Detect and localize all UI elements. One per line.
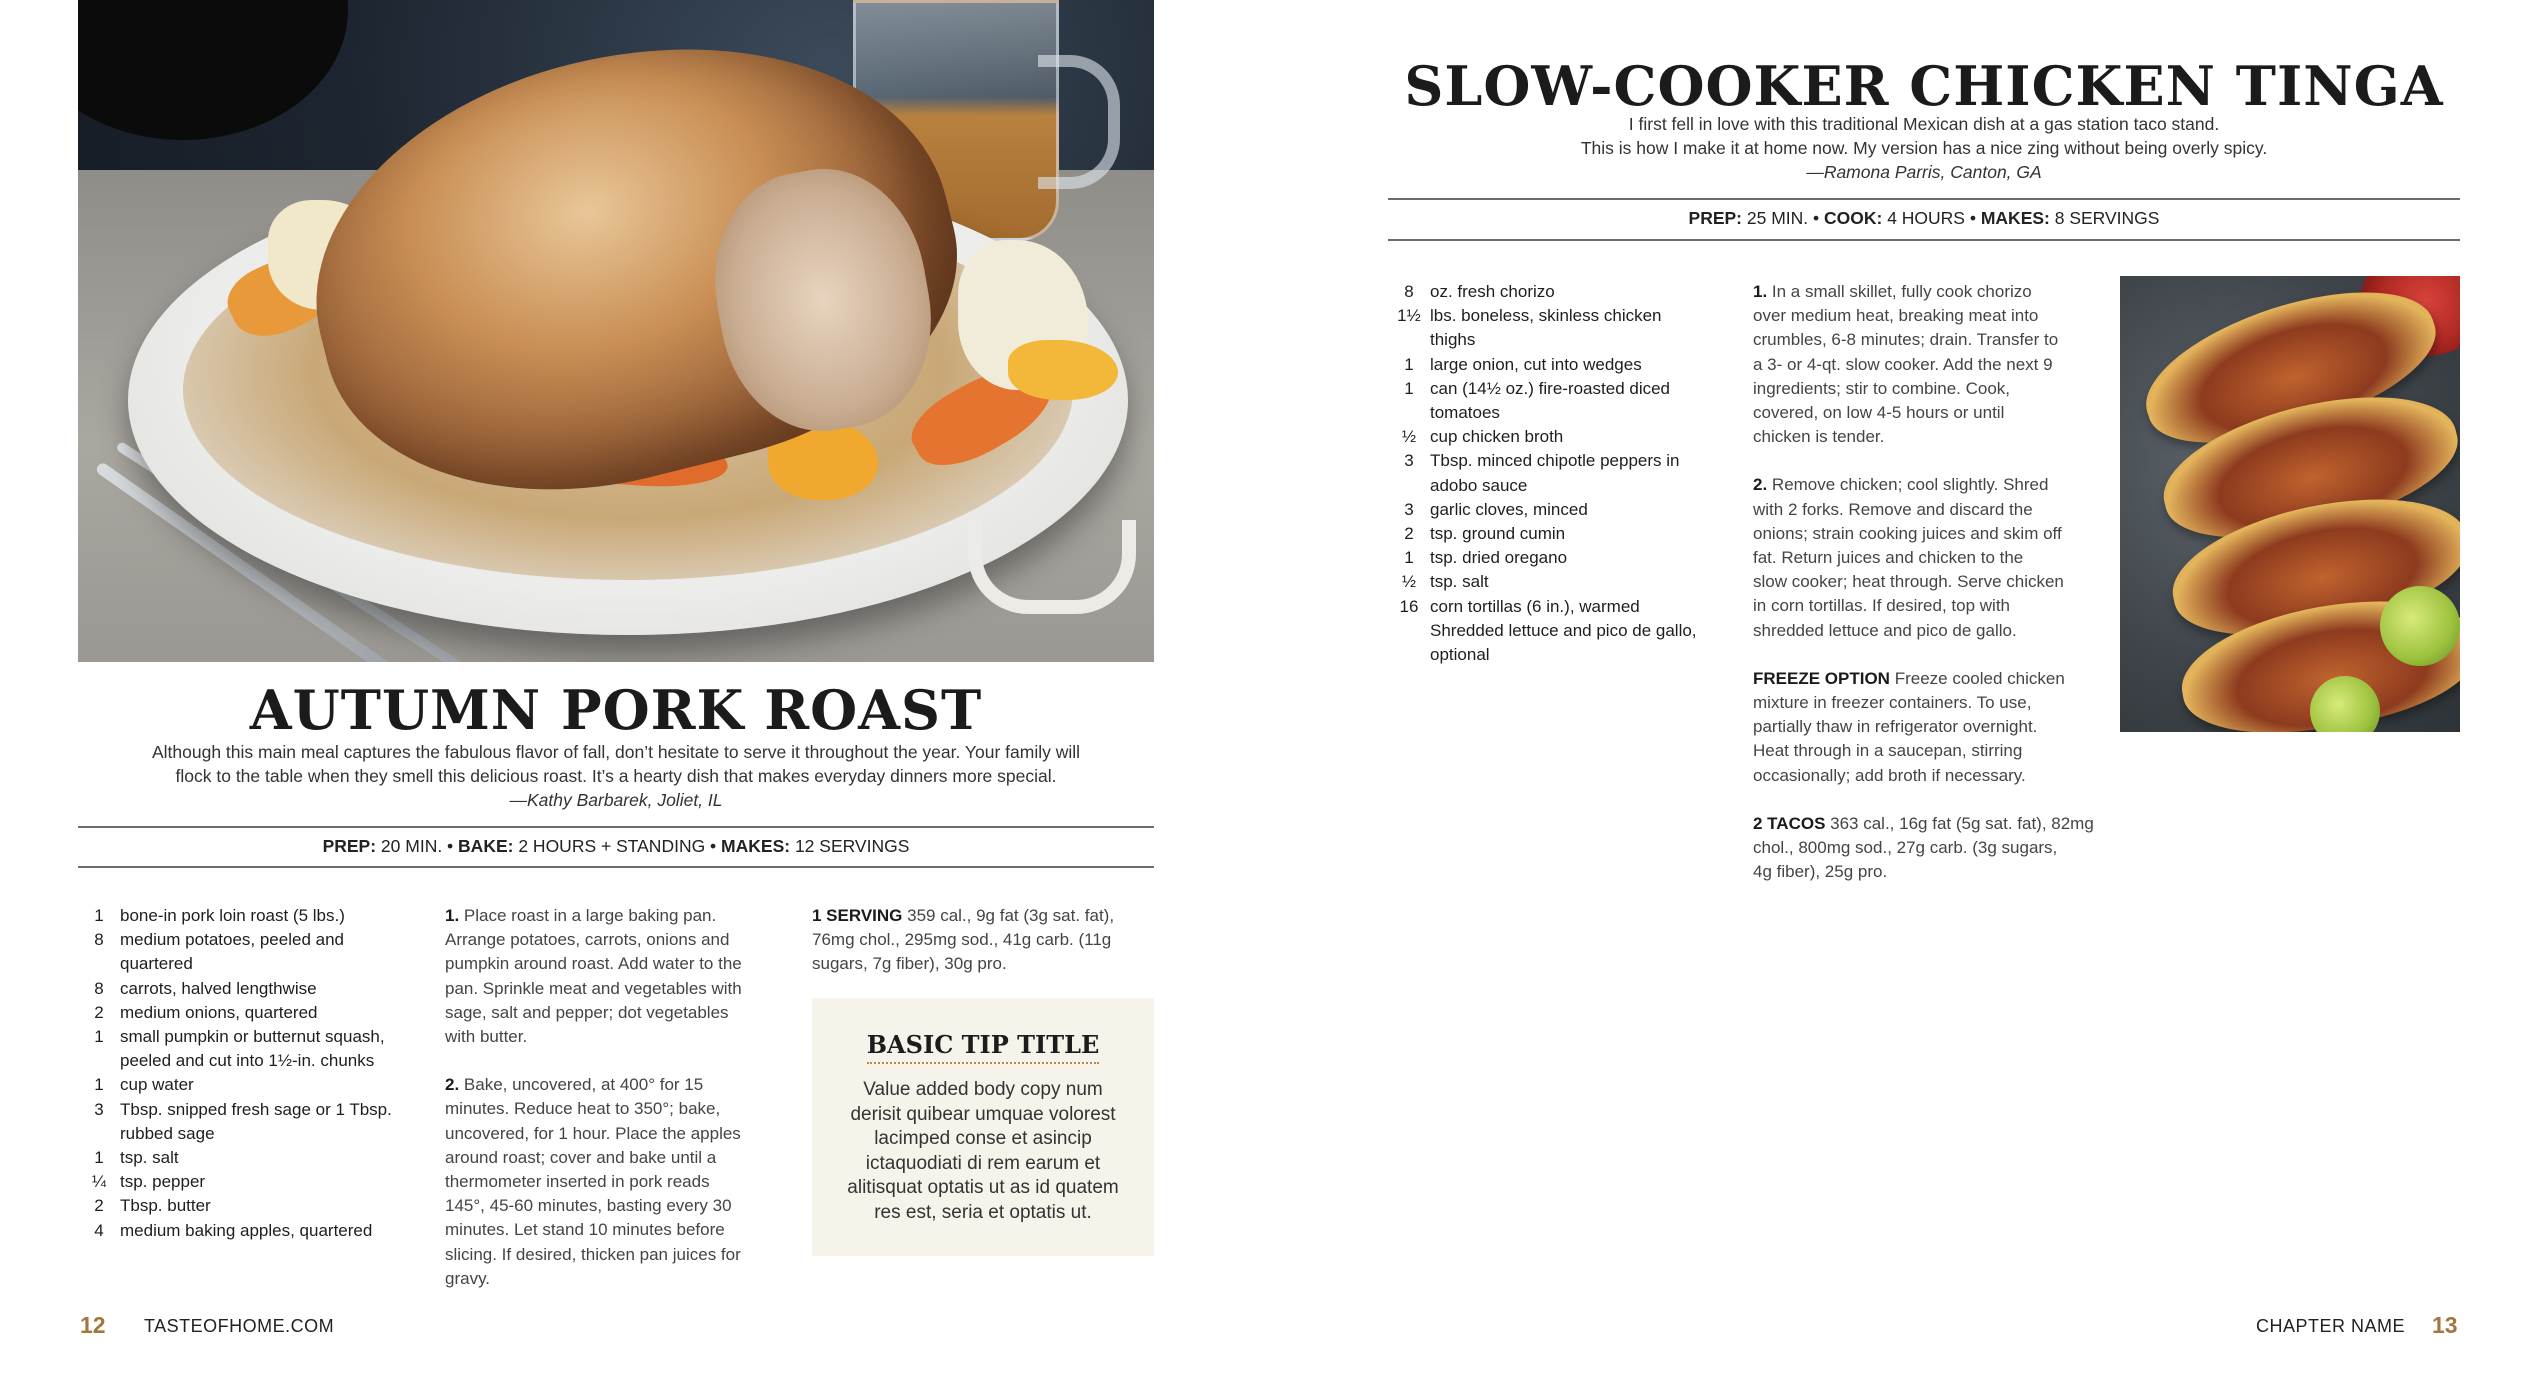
recipe-title: SLOW-COOKER CHICKEN TINGA xyxy=(1404,54,2444,118)
bake-value: 2 HOURS + STANDING • xyxy=(513,836,722,856)
ingredient-line: cup water xyxy=(120,1075,194,1095)
step-line: ingredients; stir to combine. Cook, xyxy=(1753,378,2011,398)
tip-title: BASIC TIP TITLE xyxy=(812,1030,1154,1059)
ingredient-text xyxy=(120,904,438,928)
intro-line: I first fell in love with this traditional Mexican dish at a gas station taco stand. xyxy=(1628,114,2220,134)
pork-roast-photo xyxy=(78,0,1154,662)
ingredient-text xyxy=(1430,595,1728,619)
ingredient-line: lbs. boneless, skinless chicken xyxy=(1430,306,1662,326)
ingredient-line: tomatoes xyxy=(1430,403,1500,423)
step-line: minutes. Let stand 10 minutes before xyxy=(445,1220,725,1240)
ingredient-text xyxy=(1430,304,1728,352)
dark-pot xyxy=(78,0,348,140)
nutrition-label: 1 SERVING xyxy=(812,906,903,925)
step-line: thermometer inserted in pork reads xyxy=(445,1172,710,1192)
step-number: 2. xyxy=(1753,475,1768,495)
ingredient-text xyxy=(120,1170,438,1194)
recipe-meta xyxy=(78,836,1154,857)
nutrition-line: 359 cal., 9g fat (3g sat. fat), xyxy=(902,906,1115,925)
step-line: partially thaw in refrigerator overnight. xyxy=(1753,717,2038,737)
step-line: with butter. xyxy=(445,1027,528,1047)
prep-label: PREP: xyxy=(1688,208,1743,228)
ingredient-line: tsp. pepper xyxy=(120,1172,206,1192)
step-number: 2 TACOS xyxy=(1753,813,1826,833)
tip-line: derisit quibear umquae volorest xyxy=(850,1103,1116,1125)
step-number: 2. xyxy=(445,1075,460,1095)
step-number: 1. xyxy=(445,906,460,925)
tip-body xyxy=(836,1078,1130,1225)
page-number: 13 xyxy=(2432,1312,2458,1338)
step-line: minutes. Reduce heat to 350°; bake, xyxy=(445,1099,721,1119)
ingredient-text xyxy=(1430,498,1728,522)
step-line: occasionally; add broth if necessary. xyxy=(1753,765,2026,785)
ingredient-text xyxy=(120,1001,438,1025)
step-line: onions; strain cooking juices and skim off xyxy=(1753,523,2062,543)
ingredient-list xyxy=(1388,280,1728,667)
ingredient-text xyxy=(1430,522,1728,546)
tip-line: res est, seria et optatis ut. xyxy=(874,1201,1092,1223)
ingredient-qty: 3 xyxy=(1404,451,1414,471)
ingredient-text xyxy=(120,1073,438,1097)
ingredient-text xyxy=(120,1146,438,1170)
ingredient-line: medium potatoes, peeled and xyxy=(120,930,344,950)
tip-line: lacimped conse et asincip xyxy=(874,1128,1092,1149)
ingredient-item xyxy=(78,1073,438,1097)
bake-label: BAKE: xyxy=(458,836,514,856)
ingredient-line: tsp. ground cumin xyxy=(1430,524,1566,544)
ingredient-text xyxy=(1430,570,1728,594)
ingredient-line: medium baking apples, quartered xyxy=(120,1220,373,1240)
ingredient-text xyxy=(1430,546,1728,570)
ingredient-item xyxy=(1388,353,1728,377)
page-number: 12 xyxy=(80,1312,106,1338)
makes-value: 8 SERVINGS xyxy=(2049,208,2160,228)
direction-step xyxy=(1753,667,2103,788)
ingredient-item xyxy=(78,928,438,976)
ingredient-line: tsp. salt xyxy=(1430,572,1489,592)
ingredient-line: tsp. salt xyxy=(120,1148,179,1168)
ingredient-qty: 1 xyxy=(1404,354,1414,374)
ingredient-item xyxy=(1388,619,1728,667)
tip-line: alitisquat optatis ut as id quatem xyxy=(847,1177,1119,1198)
step-line: pan. Sprinkle meat and vegetables with xyxy=(445,978,742,998)
nutrition-line: sugars, 7g fiber), 30g pro. xyxy=(812,954,1007,974)
ingredient-item xyxy=(78,1001,438,1025)
ingredient-line: Shredded lettuce and pico de gallo, xyxy=(1430,620,1697,640)
step-line: a 3- or 4-qt. slow cooker. Add the next 9 xyxy=(1753,354,2053,374)
step-line: uncovered, for 1 hour. Place the apples xyxy=(445,1123,741,1143)
step-number: FREEZE OPTION xyxy=(1753,668,1890,688)
ingredient-item xyxy=(78,1025,438,1073)
ingredient-line: carrots, halved lengthwise xyxy=(120,978,317,998)
directions xyxy=(1753,280,2103,908)
ingredient-item xyxy=(1388,595,1728,619)
ingredient-line: Tbsp. minced chipotle peppers in xyxy=(1430,451,1680,471)
ingredient-qty: 1 xyxy=(94,1075,104,1095)
ingredient-qty: 8 xyxy=(94,978,104,998)
ingredient-item xyxy=(1388,377,1728,425)
ingredient-line: corn tortillas (6 in.), warmed xyxy=(1430,596,1640,616)
ingredient-qty: 2 xyxy=(1404,524,1414,544)
ingredient-qty: 3 xyxy=(94,1099,104,1119)
intro-line: Although this main meal captures the fabulous flavor of fall, don’t hesitate to serve it throughout the year. Your family will xyxy=(151,742,1081,762)
makes-value: 12 SERVINGS xyxy=(790,836,910,856)
step-line: fat. Return juices and chicken to the xyxy=(1753,548,2024,568)
ingredient-line: small pumpkin or butternut squash, xyxy=(120,1027,385,1047)
step-line: shredded lettuce and pico de gallo. xyxy=(1753,620,2017,640)
ingredient-qty: 1 xyxy=(94,1148,104,1168)
ingredient-qty: 3 xyxy=(1404,499,1414,519)
step-line: crumbles, 6-8 minutes; drain. Transfer to xyxy=(1753,330,2059,350)
ingredient-qty: 2 xyxy=(94,1196,104,1216)
ingredient-text xyxy=(120,1219,438,1243)
ingredient-item xyxy=(1388,425,1728,449)
recipe-title: AUTUMN PORK ROAST xyxy=(249,678,983,742)
ingredient-line: quartered xyxy=(120,954,193,974)
step-line: In a small skillet, fully cook chorizo xyxy=(1767,282,2032,301)
tip-line: ictaquodiati di rem earum et xyxy=(865,1152,1101,1174)
ingredient-item xyxy=(1388,280,1728,304)
ingredient-qty: ½ xyxy=(1401,572,1417,592)
prep-value: 20 MIN. • xyxy=(376,836,459,856)
ingredient-text xyxy=(120,977,438,1001)
makes-label: MAKES: xyxy=(1980,208,2050,228)
recipe-meta xyxy=(1388,208,2460,229)
platter-handle xyxy=(968,520,1136,614)
ingredient-text xyxy=(120,1194,438,1218)
step-line: with 2 forks. Remove and discard the xyxy=(1753,499,2033,519)
nutrition-line: 76mg chol., 295mg sod., 41g carb. (11g xyxy=(812,930,1112,950)
step-line: Remove chicken; cool slightly. Shred xyxy=(1767,475,2049,495)
recipe-intro xyxy=(110,740,1122,812)
step-line: Place roast in a large baking pan. xyxy=(459,906,717,925)
intro-line: flock to the table when they smell this delicious roast. It’s a hearty dish that makes everyday dinners more special. xyxy=(175,766,1057,786)
ingredient-line: can (14½ oz.) fire-roasted diced xyxy=(1430,378,1671,398)
ingredient-item xyxy=(78,904,438,928)
step-line: chicken is tender. xyxy=(1753,427,1885,447)
ingredient-text xyxy=(1430,377,1728,425)
direction-step xyxy=(1753,473,2103,642)
step-line: slicing. If desired, thicken pan juices for xyxy=(445,1244,741,1264)
ingredient-line: bone-in pork loin roast (5 lbs.) xyxy=(120,906,345,925)
ingredient-qty: 8 xyxy=(1404,282,1414,301)
step-line: 4g fiber), 25g pro. xyxy=(1753,862,1888,882)
ingredient-line: garlic cloves, minced xyxy=(1430,499,1588,519)
step-line: pumpkin around roast. Add water to the xyxy=(445,954,742,974)
step-line: covered, on low 4-5 hours or until xyxy=(1753,403,2005,423)
ingredient-line: adobo sauce xyxy=(1430,475,1528,495)
ingredient-qty: ¼ xyxy=(91,1172,107,1192)
lime-wedge xyxy=(2380,586,2460,666)
ingredient-line: rubbed sage xyxy=(120,1123,215,1143)
direction-step xyxy=(1753,280,2103,449)
ingredient-qty: ½ xyxy=(1401,427,1417,447)
recipe-intro xyxy=(1400,112,2448,184)
recipe-byline: —Ramona Parris, Canton, GA xyxy=(1806,162,2042,182)
ingredient-text xyxy=(1430,280,1728,304)
running-footer: TASTEOFHOME.COM xyxy=(144,1316,335,1336)
nutrition-facts xyxy=(812,904,1157,977)
divider-rule xyxy=(78,826,1154,828)
makes-label: MAKES: xyxy=(721,836,791,856)
ingredient-qty xyxy=(1388,619,1430,667)
glass-handle xyxy=(1038,55,1120,189)
ingredient-qty: 1 xyxy=(1404,378,1414,398)
prep-label: PREP: xyxy=(322,836,377,856)
cook-value: 4 HOURS • xyxy=(1882,208,1981,228)
ingredient-line: oz. fresh chorizo xyxy=(1430,282,1555,301)
ingredient-item xyxy=(78,1146,438,1170)
ingredient-qty: 4 xyxy=(94,1220,104,1240)
direction-step xyxy=(445,904,790,1049)
cook-label: COOK: xyxy=(1824,208,1883,228)
directions xyxy=(445,904,790,1315)
ingredient-item xyxy=(78,1194,438,1218)
divider-rule xyxy=(1388,198,2460,200)
step-line: around roast; cover and bake until a xyxy=(445,1147,717,1167)
ingredient-text xyxy=(1430,449,1728,497)
ingredient-text xyxy=(120,1098,438,1146)
ingredient-item xyxy=(1388,304,1728,352)
running-footer: CHAPTER NAME xyxy=(2256,1316,2406,1336)
ingredient-item xyxy=(78,1219,438,1243)
step-line: Heat through in a saucepan, stirring xyxy=(1753,741,2023,761)
step-line: over medium heat, breaking meat into xyxy=(1753,306,2039,326)
ingredient-qty: 1 xyxy=(94,906,104,925)
ingredient-line: peeled and cut into 1½-in. chunks xyxy=(120,1051,375,1071)
ingredient-line: thighs xyxy=(1430,330,1476,350)
intro-line: This is how I make it at home now. My version has a nice zing without being overly spicy. xyxy=(1580,138,2268,158)
ingredient-list xyxy=(78,904,438,1243)
ingredient-qty: 2 xyxy=(94,1002,104,1022)
ingredient-line: Tbsp. butter xyxy=(120,1196,211,1216)
divider-rule xyxy=(78,866,1154,868)
direction-step xyxy=(445,1073,790,1291)
ingredient-line: cup chicken broth xyxy=(1430,427,1564,447)
step-line: 363 cal., 16g fat (5g sat. fat), 82mg xyxy=(1825,813,2094,833)
divider-rule xyxy=(1388,239,2460,241)
ingredient-line: optional xyxy=(1430,645,1490,665)
ingredient-qty: 8 xyxy=(94,930,104,950)
step-line: Arrange potatoes, carrots, onions and xyxy=(445,930,730,950)
step-line: 145°, 45-60 minutes, basting every 30 xyxy=(445,1196,732,1216)
tip-box xyxy=(812,998,1154,1256)
step-line: in corn tortillas. If desired, top with xyxy=(1753,596,2011,616)
step-number: 1. xyxy=(1753,282,1768,301)
ingredient-item xyxy=(1388,498,1728,522)
ingredient-qty: 16 xyxy=(1399,596,1419,616)
step-line: Bake, uncovered, at 400° for 15 xyxy=(459,1075,704,1095)
direction-step xyxy=(1753,812,2103,885)
ingredient-line: medium onions, quartered xyxy=(120,1002,318,1022)
ingredient-text xyxy=(120,1025,438,1073)
ingredient-item xyxy=(78,1098,438,1146)
ingredient-item xyxy=(1388,449,1728,497)
ingredient-qty: 1½ xyxy=(1397,306,1421,326)
ingredient-text xyxy=(1430,353,1728,377)
step-line: mixture in freezer containers. To use, xyxy=(1753,693,2032,713)
recipe-byline: —Kathy Barbarek, Joliet, IL xyxy=(509,790,723,810)
tip-line: Value added body copy num xyxy=(863,1079,1103,1100)
step-line: gravy. xyxy=(445,1268,491,1288)
ingredient-item xyxy=(1388,546,1728,570)
step-line: slow cooker; heat through. Serve chicken xyxy=(1753,572,2064,592)
ingredient-text xyxy=(1430,425,1728,449)
prep-value: 25 MIN. • xyxy=(1742,208,1824,228)
step-line: Freeze cooled chicken xyxy=(1889,668,2065,688)
ingredient-text xyxy=(120,928,438,976)
ingredient-qty: 1 xyxy=(1404,548,1414,568)
ingredient-text xyxy=(1430,619,1728,667)
ingredient-line: large onion, cut into wedges xyxy=(1430,354,1642,374)
chicken-tinga-tacos-photo xyxy=(2120,276,2460,732)
ingredient-item xyxy=(78,1170,438,1194)
ingredient-qty: 1 xyxy=(94,1027,104,1047)
step-line: chol., 800mg sod., 27g carb. (3g sugars, xyxy=(1753,838,2058,858)
step-line: sage, salt and pepper; dot vegetables xyxy=(445,1002,729,1022)
ingredient-line: tsp. dried oregano xyxy=(1430,548,1568,568)
ingredient-line: Tbsp. snipped fresh sage or 1 Tbsp. xyxy=(120,1099,392,1119)
ingredient-item xyxy=(78,977,438,1001)
ingredient-item xyxy=(1388,570,1728,594)
ingredient-item xyxy=(1388,522,1728,546)
